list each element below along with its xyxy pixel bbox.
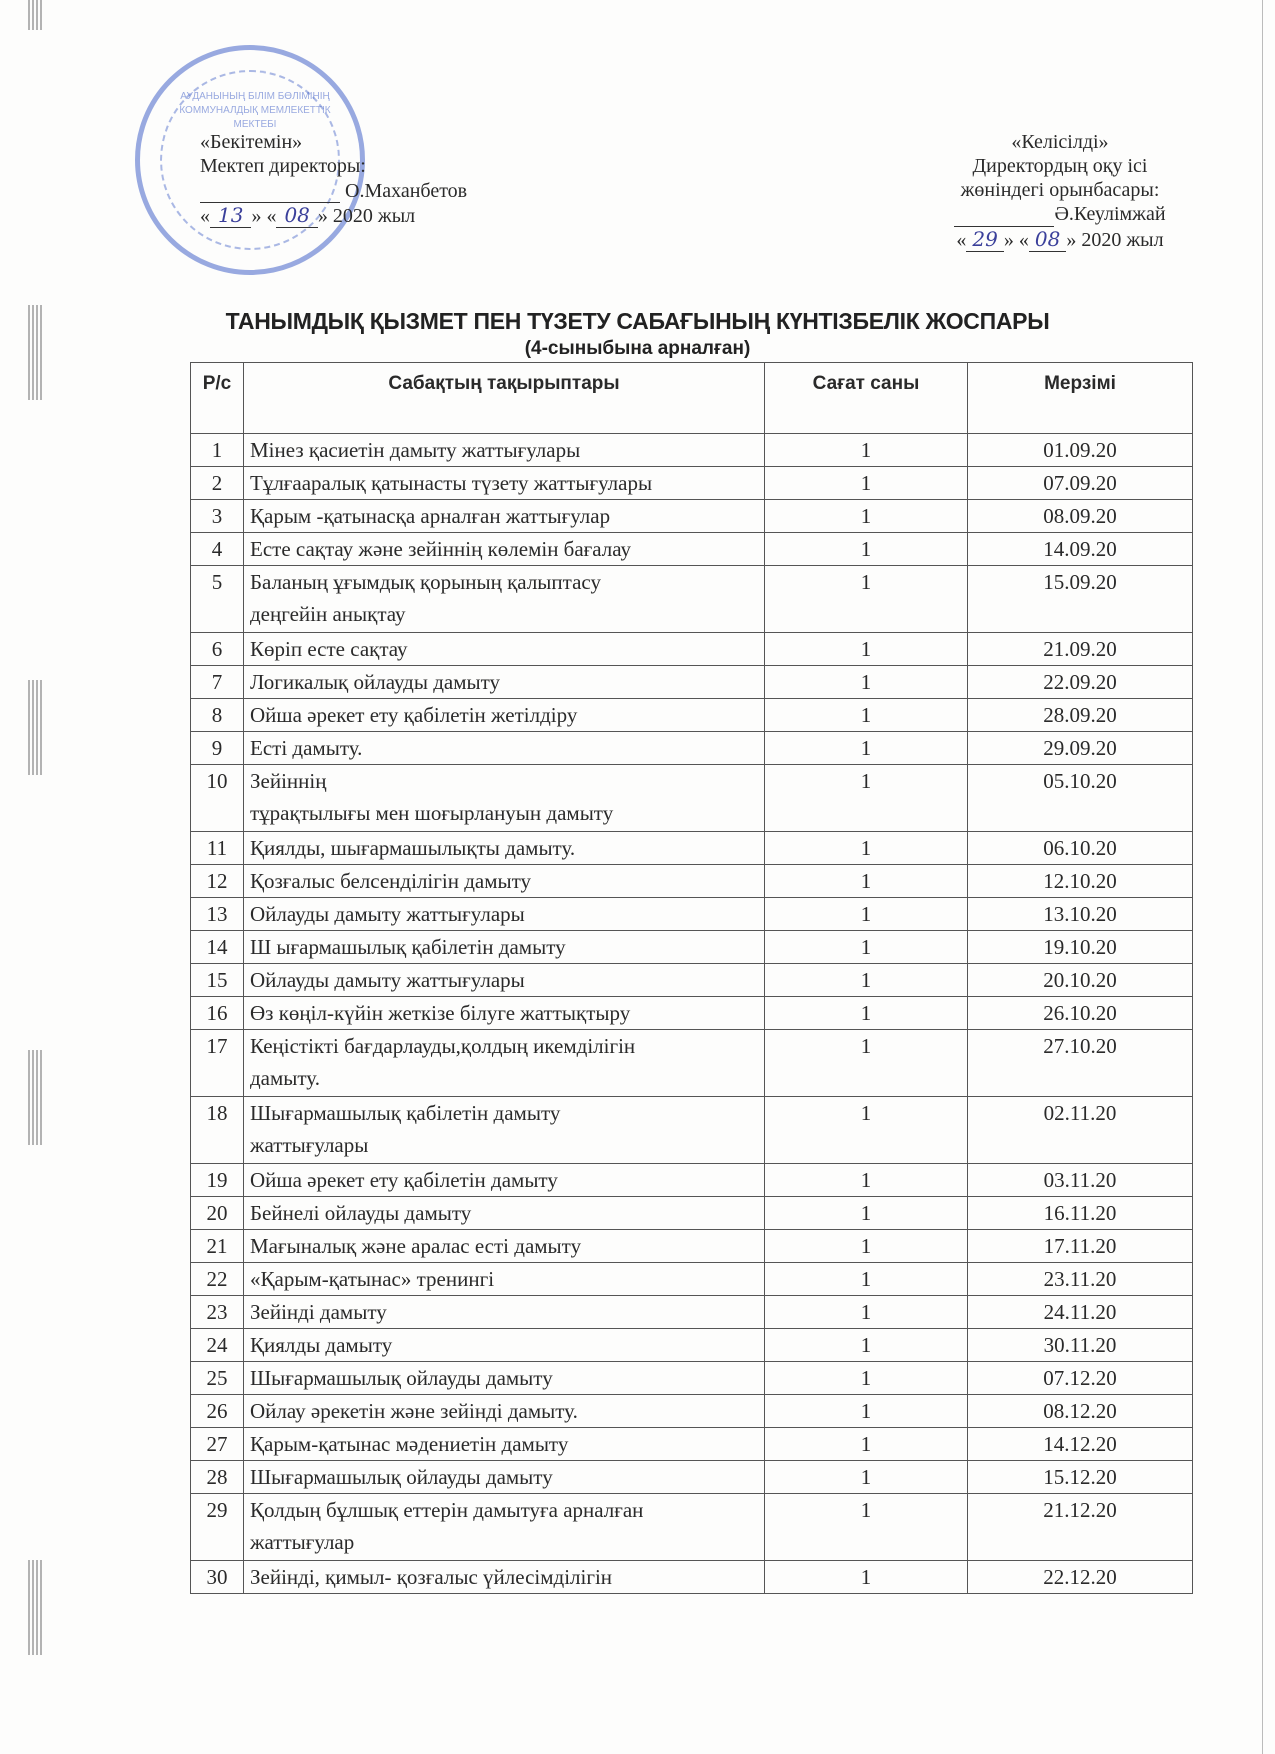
topic-line: Ш ығармашылық қабілетін дамыту	[250, 935, 566, 959]
table-row	[191, 1097, 1193, 1164]
row-topic	[244, 1395, 765, 1428]
row-number: 2	[191, 467, 244, 500]
row-topic	[244, 1362, 765, 1395]
row-hours: 1	[765, 898, 968, 931]
approval-label: «Бекітемін»	[200, 131, 303, 153]
table-row	[191, 1561, 1193, 1594]
row-date: 14.12.20	[968, 1428, 1193, 1461]
topic-line: Қиялды, шығармашылықты дамыту.	[250, 836, 576, 860]
row-topic	[244, 666, 765, 699]
row-hours: 1	[765, 1428, 968, 1461]
row-date: 27.10.20	[968, 1030, 1193, 1097]
topic-line: Шығармашылық ойлауды дамыту	[250, 1465, 553, 1489]
signature-director	[200, 178, 340, 203]
director-name: О.Маханбетов	[345, 180, 468, 202]
row-hours: 1	[765, 434, 968, 467]
row-topic	[244, 633, 765, 666]
topic-line: Көріп есте сақтау	[250, 637, 408, 661]
table-row	[191, 434, 1193, 467]
row-topic	[244, 865, 765, 898]
row-number: 16	[191, 997, 244, 1030]
topic-line: Баланың ұғымдық қорының қалыптасу	[250, 570, 601, 594]
table-row	[191, 1263, 1193, 1296]
table-row	[191, 699, 1193, 732]
row-topic	[244, 1461, 765, 1494]
header-hours: Сағат саны	[765, 363, 968, 434]
topic-line: Тұлғааралық қатынасты түзету жаттығулары	[250, 471, 653, 495]
row-date: 26.10.20	[968, 997, 1193, 1030]
row-date: 08.09.20	[968, 500, 1193, 533]
agreement-signature-line	[940, 202, 1180, 227]
table-row	[191, 566, 1193, 633]
row-number: 18	[191, 1097, 244, 1164]
row-hours: 1	[765, 633, 968, 666]
row-hours: 1	[765, 997, 968, 1030]
document-title: ТАНЫМДЫҚ ҚЫЗМЕТ ПЕН ТҮЗЕТУ САБАҒЫНЫҢ КҮНТІЗБЕЛІК ЖОСПАРЫ	[225, 308, 1050, 334]
row-date: 17.11.20	[968, 1230, 1193, 1263]
topic-line: Есті дамыту.	[250, 736, 363, 760]
deputy-name: Ә.Кеулімжай	[1054, 203, 1166, 225]
table-row	[191, 500, 1193, 533]
table-row	[191, 765, 1193, 832]
topic-line: Ойша әрекет ету қабілетін жетілдіру	[250, 703, 578, 727]
agreement-position-line2: жөніндегі орынбасары:	[960, 179, 1160, 201]
table-row	[191, 832, 1193, 865]
row-date: 13.10.20	[968, 898, 1193, 931]
row-hours: 1	[765, 1197, 968, 1230]
table-row	[191, 1494, 1193, 1561]
row-number: 30	[191, 1561, 244, 1594]
approval-position: Мектеп директоры:	[200, 155, 366, 177]
row-hours: 1	[765, 1164, 968, 1197]
topic-line-2: жаттығулары	[250, 1133, 369, 1157]
table-row	[191, 1230, 1193, 1263]
agreement-month: 08	[1029, 227, 1066, 252]
table-row	[191, 1164, 1193, 1197]
table-row	[191, 1395, 1193, 1428]
row-topic	[244, 1428, 765, 1461]
topic-line: Мағыналық және аралас есті дамыту	[250, 1234, 582, 1258]
row-date: 08.12.20	[968, 1395, 1193, 1428]
row-hours: 1	[765, 1329, 968, 1362]
row-hours: 1	[765, 964, 968, 997]
row-hours: 1	[765, 1030, 968, 1097]
row-date: 07.09.20	[968, 467, 1193, 500]
row-topic	[244, 997, 765, 1030]
row-hours: 1	[765, 832, 968, 865]
row-topic	[244, 1230, 765, 1263]
topic-line: Ойлауды дамыту жаттығулары	[250, 902, 525, 926]
topic-line: Ойлау әрекетін және зейінді дамыту.	[250, 1399, 578, 1423]
topic-line: Қарым-қатынас мәдениетін дамыту	[250, 1432, 569, 1456]
row-topic	[244, 1329, 765, 1362]
row-hours: 1	[765, 1395, 968, 1428]
row-topic	[244, 964, 765, 997]
topic-line: Кеңістікті бағдарлауды,қолдың икемділігін	[250, 1034, 636, 1058]
row-date: 22.09.20	[968, 666, 1193, 699]
approval-signature-line	[200, 178, 467, 203]
row-topic	[244, 1030, 765, 1097]
row-number: 28	[191, 1461, 244, 1494]
row-topic	[244, 765, 765, 832]
scan-artifact	[28, 1560, 42, 1655]
table-row	[191, 1461, 1193, 1494]
row-topic	[244, 1263, 765, 1296]
table-row	[191, 964, 1193, 997]
row-topic	[244, 699, 765, 732]
table-row	[191, 865, 1193, 898]
header-date: Мерзімі	[968, 363, 1193, 434]
row-number: 13	[191, 898, 244, 931]
row-number: 17	[191, 1030, 244, 1097]
row-number: 27	[191, 1428, 244, 1461]
row-topic	[244, 467, 765, 500]
row-number: 21	[191, 1230, 244, 1263]
row-date: 21.09.20	[968, 633, 1193, 666]
row-date: 20.10.20	[968, 964, 1193, 997]
document-subtitle: (4-сыныбына арналған)	[524, 338, 751, 359]
table-row	[191, 1030, 1193, 1097]
row-topic	[244, 1164, 765, 1197]
topic-line: Зейінді, қимыл- қозғалыс үйлесімділігін	[250, 1565, 613, 1589]
row-number: 3	[191, 500, 244, 533]
row-number: 9	[191, 732, 244, 765]
topic-line: Шығармашылық ойлауды дамыту	[250, 1366, 553, 1390]
approval-year: 2020 жыл	[332, 205, 416, 227]
table-row	[191, 1197, 1193, 1230]
topic-line-2: дамыту.	[250, 1066, 320, 1090]
row-topic	[244, 533, 765, 566]
row-hours: 1	[765, 1263, 968, 1296]
row-number: 24	[191, 1329, 244, 1362]
scan-edge	[1262, 0, 1263, 1754]
row-date: 01.09.20	[968, 434, 1193, 467]
row-date: 30.11.20	[968, 1329, 1193, 1362]
row-topic	[244, 1197, 765, 1230]
scan-artifact	[28, 680, 42, 775]
table-row	[191, 732, 1193, 765]
row-number: 11	[191, 832, 244, 865]
row-topic	[244, 566, 765, 633]
approval-month: 08	[276, 203, 317, 228]
row-hours: 1	[765, 931, 968, 964]
agreement-label: «Келісілді»	[1011, 131, 1109, 153]
row-topic	[244, 1097, 765, 1164]
topic-line: Қолдың бұлшық еттерін дамытуға арналған	[250, 1498, 644, 1522]
row-topic	[244, 732, 765, 765]
topic-line: Қарым -қатынасқа арналған жаттығулар	[250, 504, 611, 528]
topic-line: Өз көңіл-күйін жеткізе білуге жаттықтыру	[250, 1001, 631, 1025]
table-row	[191, 633, 1193, 666]
agreement-year: 2020 жыл	[1081, 229, 1164, 251]
row-topic	[244, 898, 765, 931]
row-hours: 1	[765, 1296, 968, 1329]
row-topic	[244, 931, 765, 964]
row-hours: 1	[765, 533, 968, 566]
row-number: 14	[191, 931, 244, 964]
row-topic	[244, 1296, 765, 1329]
agreement-date: « 29 » « 08 » 2020 жыл	[956, 227, 1164, 251]
row-topic	[244, 1494, 765, 1561]
row-number: 23	[191, 1296, 244, 1329]
signature-deputy	[954, 202, 1054, 227]
table-row	[191, 1329, 1193, 1362]
lesson-plan-table	[190, 362, 1193, 1594]
approval-date: « 13 » « 08 » 2020 жыл	[200, 203, 416, 227]
row-number: 1	[191, 434, 244, 467]
row-date: 02.11.20	[968, 1097, 1193, 1164]
row-hours: 1	[765, 666, 968, 699]
row-hours: 1	[765, 1461, 968, 1494]
row-date: 15.09.20	[968, 566, 1193, 633]
table-row	[191, 898, 1193, 931]
row-date: 06.10.20	[968, 832, 1193, 865]
row-topic	[244, 1561, 765, 1594]
row-date: 29.09.20	[968, 732, 1193, 765]
row-date: 07.12.20	[968, 1362, 1193, 1395]
agreement-block	[940, 130, 1180, 252]
topic-line: Шығармашылық қабілетін дамыту	[250, 1101, 561, 1125]
topic-line: Бейнелі ойлауды дамыту	[250, 1201, 472, 1225]
row-hours: 1	[765, 1494, 968, 1561]
row-number: 7	[191, 666, 244, 699]
row-date: 19.10.20	[968, 931, 1193, 964]
topic-line: Мінез қасиетін дамыту жаттығулары	[250, 438, 581, 462]
row-number: 19	[191, 1164, 244, 1197]
header-topic: Сабақтың тақырыптары	[244, 363, 765, 434]
row-topic	[244, 832, 765, 865]
topic-line: «Қарым-қатынас» тренингі	[250, 1267, 495, 1291]
row-date: 24.11.20	[968, 1296, 1193, 1329]
row-number: 26	[191, 1395, 244, 1428]
row-hours: 1	[765, 1561, 968, 1594]
row-number: 6	[191, 633, 244, 666]
topic-line: Ойлауды дамыту жаттығулары	[250, 968, 525, 992]
row-hours: 1	[765, 865, 968, 898]
table-header-row	[191, 363, 1193, 434]
scan-artifact	[28, 1050, 42, 1145]
approval-block	[200, 130, 467, 228]
row-hours: 1	[765, 500, 968, 533]
row-date: 21.12.20	[968, 1494, 1193, 1561]
table-row	[191, 1362, 1193, 1395]
scan-artifact	[28, 0, 42, 30]
row-date: 15.12.20	[968, 1461, 1193, 1494]
topic-line-2: жаттығулар	[250, 1530, 355, 1554]
row-number: 15	[191, 964, 244, 997]
table-row	[191, 997, 1193, 1030]
topic-line: Есте сақтау және зейіннің көлемін бағалау	[250, 537, 632, 561]
row-date: 03.11.20	[968, 1164, 1193, 1197]
row-number: 10	[191, 765, 244, 832]
table-row	[191, 467, 1193, 500]
table-row	[191, 931, 1193, 964]
table-row	[191, 1428, 1193, 1461]
row-number: 25	[191, 1362, 244, 1395]
row-hours: 1	[765, 732, 968, 765]
row-topic	[244, 500, 765, 533]
row-number: 8	[191, 699, 244, 732]
row-number: 12	[191, 865, 244, 898]
topic-line: Зейінді дамыту	[250, 1300, 387, 1324]
row-hours: 1	[765, 1362, 968, 1395]
row-hours: 1	[765, 1097, 968, 1164]
row-date: 12.10.20	[968, 865, 1193, 898]
agreement-day: 29	[966, 227, 1003, 252]
row-date: 22.12.20	[968, 1561, 1193, 1594]
row-hours: 1	[765, 467, 968, 500]
row-number: 5	[191, 566, 244, 633]
row-date: 05.10.20	[968, 765, 1193, 832]
row-number: 4	[191, 533, 244, 566]
row-hours: 1	[765, 1230, 968, 1263]
agreement-position-line1: Директордың оқу ісі	[972, 155, 1148, 177]
topic-line-2: деңгейін анықтау	[250, 602, 406, 626]
table-row	[191, 533, 1193, 566]
row-date: 16.11.20	[968, 1197, 1193, 1230]
table-row	[191, 666, 1193, 699]
row-hours: 1	[765, 566, 968, 633]
topic-line: Ойша әрекет ету қабілетін дамыту	[250, 1168, 558, 1192]
row-hours: 1	[765, 699, 968, 732]
header-number: Р/с	[191, 363, 244, 434]
stamp-text: АУДАНЫНЫҢ БІЛІМ БӨЛІМІНІҢ КОММУНАЛДЫҚ МЕМЛЕКЕТТІК МЕКТЕБІ	[179, 91, 331, 130]
row-number: 20	[191, 1197, 244, 1230]
topic-line-2: тұрақтылығы мен шоғырлануын дамыту	[250, 801, 614, 825]
topic-line: Қиялды дамыту	[250, 1333, 393, 1357]
topic-line: Логикалық ойлауды дамыту	[250, 670, 501, 694]
row-hours: 1	[765, 765, 968, 832]
approval-day: 13	[210, 203, 251, 228]
table-row	[191, 1296, 1193, 1329]
topic-line: Қозғалыс белсенділігін дамыту	[250, 869, 531, 893]
row-number: 22	[191, 1263, 244, 1296]
row-date: 23.11.20	[968, 1263, 1193, 1296]
topic-line: Зейіннің	[250, 769, 327, 793]
row-topic	[244, 434, 765, 467]
row-date: 28.09.20	[968, 699, 1193, 732]
row-date: 14.09.20	[968, 533, 1193, 566]
row-number: 29	[191, 1494, 244, 1561]
